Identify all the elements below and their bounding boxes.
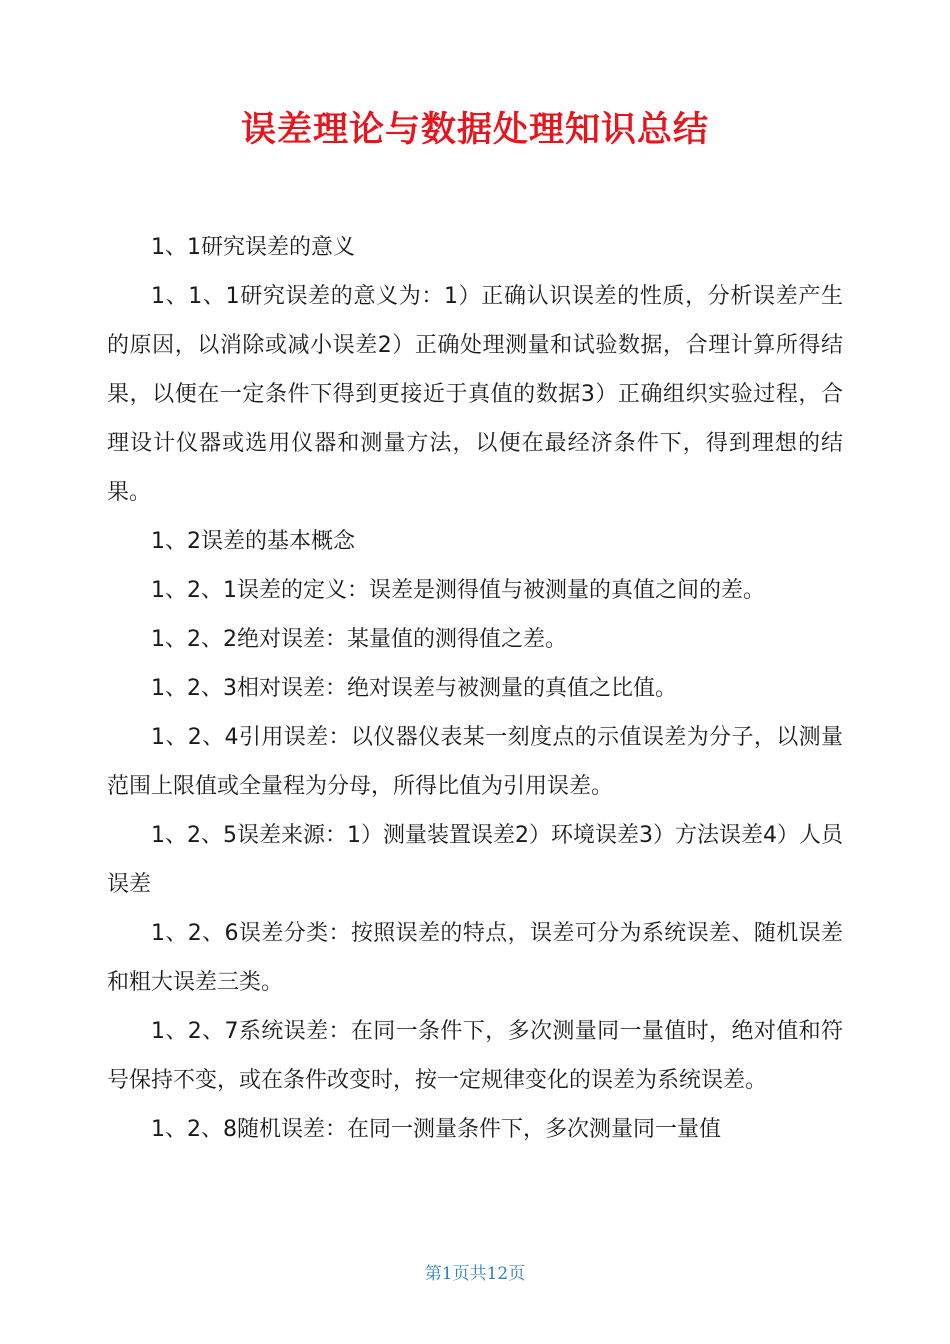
- section-heading-1-1: 1、1研究误差的意义: [151, 235, 355, 260]
- paragraph-1-2-4: 1、2、4引用误差：以仪器仪表某一刻度点的示值误差为分子，以测量范围上限值或全量程为分母，所得比值为引用误差。: [107, 725, 843, 799]
- document-body: [107, 223, 843, 1154]
- section-heading-1-2: 1、2误差的基本概念: [151, 529, 355, 554]
- paragraph-1-2-1: 1、2、1误差的定义：误差是测得值与被测量的真值之间的差。: [151, 578, 765, 603]
- page-number-footer: 第1页共12页: [424, 1264, 526, 1284]
- paragraph-1-2-6: 1、2、6误差分类：按照误差的特点，误差可分为系统误差、随机误差和粗大误差三类。: [107, 921, 843, 995]
- paragraph-1-1-1: 1、1、1研究误差的意义为：1）正确认识误差的性质，分析误差产生的原因，以消除或减小误差2）正确处理测量和试验数据，合理计算所得结果，以便在一定条件下得到更接近于真值的数据3）正确组织实验过程，合理设计仪器或选用仪器和测量方法，以便在最经济条件下，得到理想的结果。: [107, 284, 843, 505]
- paragraph-1-2-3: 1、2、3相对误差：绝对误差与被测量的真值之比值。: [151, 676, 677, 701]
- document-title: 误差理论与数据处理知识总结: [240, 110, 709, 150]
- paragraph-1-2-8: 1、2、8随机误差：在同一测量条件下，多次测量同一量值: [151, 1117, 721, 1142]
- paragraph-1-2-7: 1、2、7系统误差：在同一条件下，多次测量同一量值时，绝对值和符号保持不变，或在条件改变时，按一定规律变化的误差为系统误差。: [107, 1019, 843, 1093]
- paragraph-1-2-2: 1、2、2绝对误差：某量值的测得值之差。: [151, 627, 567, 652]
- paragraph-1-2-5: 1、2、5误差来源：1）测量装置误差2）环境误差3）方法误差4）人员误差: [107, 823, 843, 897]
